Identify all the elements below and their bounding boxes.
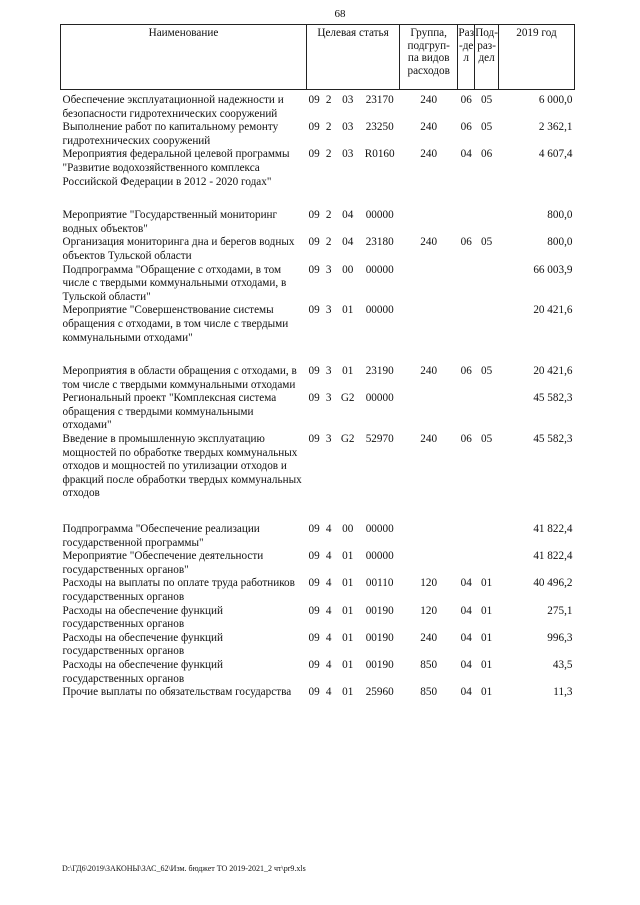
row-subprogram-code: 3 <box>325 263 332 276</box>
table-row <box>61 632 575 659</box>
row-section: 06 <box>460 94 472 106</box>
row-subprogram-code: 3 <box>325 433 332 446</box>
row-section <box>458 304 475 345</box>
row-event-code: 01 <box>342 550 354 563</box>
row-direction-code: 00000 <box>365 392 394 405</box>
row-subsection: 05 <box>480 94 493 106</box>
row-section <box>458 550 475 577</box>
header-target: Целевая статья <box>307 25 400 90</box>
row-event-code: G2 <box>340 433 355 446</box>
budget-table <box>60 24 575 700</box>
row-event-code: 04 <box>342 209 354 222</box>
row-section: 06 <box>460 236 472 249</box>
row-subsection: 01 <box>480 658 493 671</box>
row-expense-group: 240 <box>420 121 438 134</box>
row-event-code: 03 <box>342 94 354 106</box>
row-amount: 800,0 <box>547 209 573 222</box>
row-expense-group: 850 <box>420 658 438 671</box>
row-expense-group <box>400 501 458 550</box>
row-subsection <box>475 392 499 433</box>
table-row <box>61 345 575 392</box>
table-row <box>61 392 575 433</box>
row-event-code: 01 <box>342 658 354 671</box>
row-subprogram-code: 2 <box>325 121 332 134</box>
row-subprogram-code: 2 <box>325 148 332 161</box>
header-subsection: Под-раз-дел <box>475 25 499 90</box>
row-direction-code: 23190 <box>365 365 394 378</box>
row-name: Обеспечение эксплуатационной надежности и безопасности гидротехнических сооружений <box>62 94 284 120</box>
row-expense-group: 240 <box>420 94 438 106</box>
row-subprogram-code: 2 <box>325 94 332 106</box>
row-event-code: 01 <box>342 631 354 644</box>
row-direction-code: 00000 <box>365 209 394 222</box>
row-section: 06 <box>460 433 472 446</box>
row-program-code: 09 <box>308 658 320 671</box>
table-row <box>61 550 575 577</box>
table-header-row <box>61 25 575 90</box>
row-program-code: 09 <box>308 392 320 405</box>
row-amount: 2 362,1 <box>538 121 573 134</box>
row-amount: 996,3 <box>547 631 573 644</box>
row-direction-code: 00190 <box>365 604 394 617</box>
row-direction-code: 52970 <box>365 433 394 446</box>
row-expense-group: 240 <box>420 365 438 378</box>
footer-file-path: D:\ГД6\2019\ЗАКОНЫ\ЗАС_62\Изм. бюджет ТО 2019-2021_2 чт\pr9.xls <box>62 864 306 873</box>
row-name: Подпрограмма "Обеспечение реализации государственной программы" <box>62 523 260 549</box>
row-name: Мероприятие "Государственный мониторинг водных объектов" <box>62 209 278 235</box>
row-name: Расходы на выплаты по оплате труда работников государственных органов <box>62 577 295 603</box>
row-direction-code: 23180 <box>365 236 394 249</box>
row-expense-group: 240 <box>420 433 438 446</box>
row-amount: 800,0 <box>547 236 573 249</box>
row-subprogram-code: 4 <box>325 604 332 617</box>
row-event-code: 01 <box>342 365 354 378</box>
table-row <box>61 148 575 189</box>
table-row <box>61 577 575 604</box>
row-program-code: 09 <box>308 365 320 378</box>
header-name: Наименование <box>61 25 307 90</box>
table-row <box>61 236 575 263</box>
row-expense-group <box>400 392 458 433</box>
row-subprogram-code: 4 <box>325 577 332 590</box>
row-event-code: 00 <box>342 263 354 276</box>
row-section <box>458 501 475 550</box>
row-section: 04 <box>460 604 472 617</box>
row-event-code: G2 <box>340 392 355 405</box>
row-expense-group: 240 <box>420 631 438 644</box>
row-name: Мероприятия в области обращения с отходами, в том числе с твердыми коммунальными отходами <box>62 365 297 391</box>
table-row <box>61 121 575 148</box>
row-section: 04 <box>460 631 472 644</box>
row-program-code: 09 <box>308 433 320 446</box>
row-amount: 41 822,4 <box>533 523 573 536</box>
row-program-code: 09 <box>308 631 320 644</box>
table-body <box>61 90 575 700</box>
row-section: 06 <box>460 121 472 134</box>
row-program-code: 09 <box>308 577 320 590</box>
row-program-code: 09 <box>308 686 320 699</box>
row-event-code: 03 <box>342 148 354 161</box>
row-subprogram-code: 4 <box>325 523 332 536</box>
row-program-code: 09 <box>308 236 320 249</box>
row-subprogram-code: 3 <box>325 304 332 317</box>
row-direction-code: 23250 <box>365 121 394 134</box>
row-amount: 66 003,9 <box>533 263 573 276</box>
row-name: Прочие выплаты по обязательствам государства <box>62 686 292 699</box>
row-event-code: 01 <box>342 604 354 617</box>
row-amount: 45 582,3 <box>533 433 573 446</box>
row-direction-code: 25960 <box>365 686 394 699</box>
row-subsection: 06 <box>480 148 493 161</box>
row-expense-group: 850 <box>420 686 438 699</box>
row-expense-group <box>400 550 458 577</box>
row-subsection <box>475 304 499 345</box>
row-expense-group <box>400 304 458 345</box>
row-event-code: 03 <box>342 121 354 134</box>
row-section: 04 <box>460 577 472 590</box>
row-section: 04 <box>460 148 472 161</box>
row-expense-group <box>400 264 458 305</box>
row-program-code: 09 <box>308 148 320 161</box>
row-name: Мероприятие "Обеспечение деятельности государственных органов" <box>62 550 264 576</box>
row-name: Расходы на обеспечение функций государственных органов <box>62 604 223 631</box>
row-subsection: 05 <box>480 121 493 134</box>
row-subsection <box>475 264 499 305</box>
row-event-code: 01 <box>342 686 354 699</box>
row-direction-code: 00190 <box>365 658 394 671</box>
row-expense-group: 120 <box>420 604 438 617</box>
row-subsection: 05 <box>480 433 493 446</box>
row-subsection: 01 <box>480 686 493 699</box>
table-row <box>61 304 575 345</box>
row-event-code: 00 <box>342 523 354 536</box>
table-row <box>61 605 575 632</box>
row-amount: 43,5 <box>552 658 573 671</box>
row-amount: 20 421,6 <box>533 304 573 317</box>
row-name: Мероприятия федеральной целевой программы "Развитие водохозяйственного комплекса Российской Федерации в 2012 - 2020 годах" <box>62 148 290 188</box>
header-year: 2019 год <box>498 25 574 90</box>
row-amount: 20 421,6 <box>533 365 573 378</box>
row-amount: 45 582,3 <box>533 392 573 405</box>
row-name: Мероприятие "Совершенствование системы обращения с отходами, в том числе с твердыми коммунальными отходами" <box>62 304 289 344</box>
table-row <box>61 189 575 236</box>
row-subsection <box>475 550 499 577</box>
row-subsection <box>475 501 499 550</box>
header-group: Группа, подгруп-па видов расходов <box>400 25 458 90</box>
row-subsection: 01 <box>480 577 493 590</box>
row-name: Подпрограмма "Обращение с отходами, в том числе с твердыми коммунальными отходами, в Тульской области" <box>62 263 287 303</box>
row-program-code: 09 <box>308 209 320 222</box>
row-subsection: 01 <box>480 631 493 644</box>
row-subsection: 01 <box>480 604 493 617</box>
row-subprogram-code: 4 <box>325 631 332 644</box>
row-subsection: 05 <box>480 236 493 249</box>
row-subprogram-code: 3 <box>325 392 332 405</box>
row-program-code: 09 <box>308 263 320 276</box>
row-direction-code: 00000 <box>365 304 394 317</box>
row-section: 04 <box>460 686 472 699</box>
row-expense-group: 120 <box>420 577 438 590</box>
row-direction-code: R0160 <box>364 148 395 161</box>
row-program-code: 09 <box>308 304 320 317</box>
table-row <box>61 433 575 501</box>
row-amount: 275,1 <box>547 604 573 617</box>
row-event-code: 01 <box>342 304 354 317</box>
table-row <box>61 90 575 122</box>
row-subprogram-code: 2 <box>325 209 332 222</box>
row-program-code: 09 <box>308 121 320 134</box>
row-expense-group: 240 <box>420 236 438 249</box>
row-direction-code: 00000 <box>365 263 394 276</box>
row-amount: 41 822,4 <box>533 550 573 563</box>
table-row <box>61 264 575 305</box>
table-row <box>61 501 575 550</box>
row-subprogram-code: 3 <box>325 365 332 378</box>
row-expense-group <box>400 189 458 236</box>
row-amount: 4 607,4 <box>538 148 573 161</box>
row-program-code: 09 <box>308 94 320 106</box>
row-subprogram-code: 4 <box>325 686 332 699</box>
row-section <box>458 189 475 236</box>
row-section: 04 <box>460 658 472 671</box>
row-name: Организация мониторинга дна и берегов водных объектов Тульской области <box>62 236 295 262</box>
row-amount: 40 496,2 <box>533 577 573 590</box>
row-subprogram-code: 4 <box>325 550 332 563</box>
row-name: Введение в промышленную эксплуатацию мощностей по обработке твердых коммунальных отходов и мощностей по утилизации отходов и фракций после обработки твердых коммунальных отходов <box>62 433 302 500</box>
header-section: Раз-дел <box>458 25 475 90</box>
row-subsection <box>475 189 499 236</box>
row-event-code: 01 <box>342 577 354 590</box>
row-section: 06 <box>460 365 472 378</box>
row-name: Расходы на обеспечение функций государственных органов <box>62 658 223 685</box>
table-row <box>61 686 575 700</box>
row-direction-code: 23170 <box>365 94 394 106</box>
row-direction-code: 00190 <box>365 631 394 644</box>
row-subprogram-code: 4 <box>325 658 332 671</box>
row-amount: 6 000,0 <box>538 94 573 106</box>
row-section <box>458 392 475 433</box>
row-name: Выполнение работ по капитальному ремонту гидротехнических сооружений <box>62 121 279 147</box>
page-number: 68 <box>334 8 346 20</box>
row-name: Расходы на обеспечение функций государственных органов <box>62 631 223 658</box>
row-amount: 11,3 <box>553 686 573 699</box>
row-subsection: 05 <box>480 365 493 378</box>
row-program-code: 09 <box>308 550 320 563</box>
row-program-code: 09 <box>308 523 320 536</box>
table-row <box>61 659 575 686</box>
row-direction-code: 00000 <box>365 550 394 563</box>
row-direction-code: 00000 <box>365 523 394 536</box>
row-program-code: 09 <box>308 604 320 617</box>
row-expense-group: 240 <box>420 148 438 161</box>
row-name: Региональный проект "Комплексная система обращения с твердыми коммунальными отходами" <box>62 392 277 432</box>
row-direction-code: 00110 <box>365 577 394 590</box>
row-event-code: 04 <box>342 236 354 249</box>
row-subprogram-code: 2 <box>325 236 332 249</box>
row-section <box>458 264 475 305</box>
